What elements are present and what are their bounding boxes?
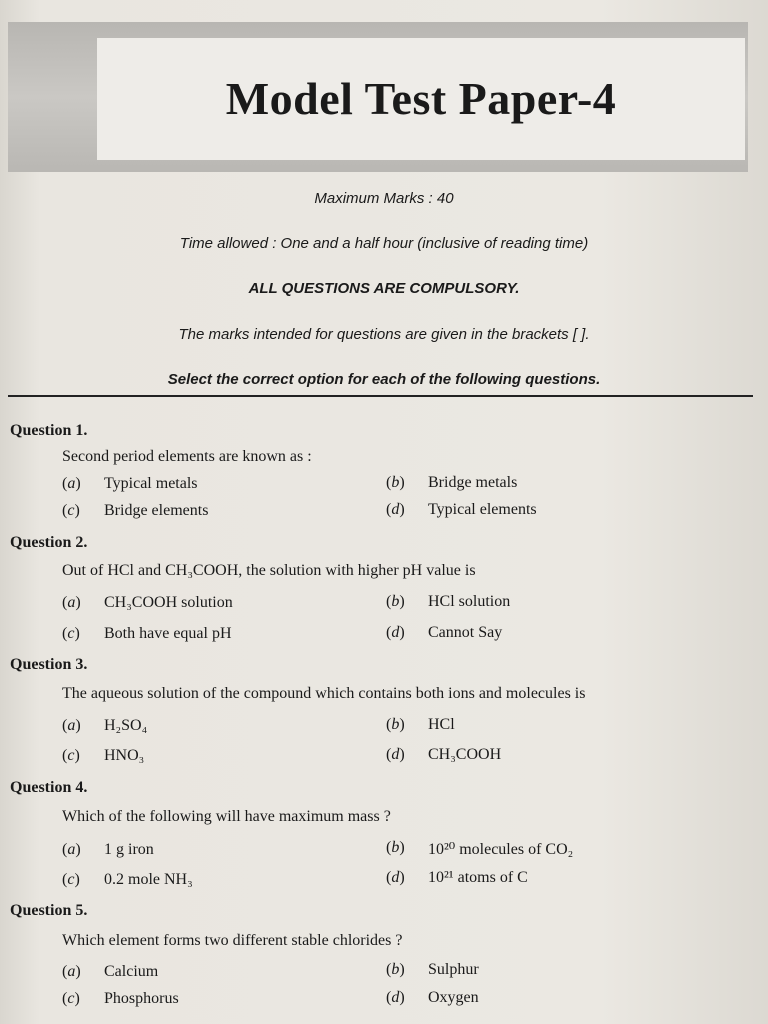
time-allowed: Time allowed : One and a half hour (inclusive of reading time) bbox=[179, 235, 589, 252]
question-label: Question 2. bbox=[10, 534, 88, 551]
question-label: Question 1. bbox=[10, 422, 88, 439]
option-d: (d) 10²¹ atoms of C bbox=[386, 869, 528, 886]
question-stem: The aqueous solution of the compound which contains both ions and molecules is bbox=[62, 685, 586, 702]
question-stem: Which of the following will have maximum mass ? bbox=[62, 808, 391, 825]
option-d: (d) CH₃COOH bbox=[386, 746, 502, 763]
option-c: (c) Bridge elements bbox=[62, 502, 209, 519]
option-a: (a) CH₃COOH solution bbox=[62, 594, 233, 611]
option-d: (d) Cannot Say bbox=[386, 624, 503, 641]
question-label: Question 3. bbox=[10, 656, 88, 673]
option-a: (a) 1 g iron bbox=[62, 841, 154, 858]
maximum-marks: Maximum Marks : 40 bbox=[314, 190, 454, 207]
option-b: (b) 10²⁰ molecules of CO₂ bbox=[386, 839, 574, 858]
option-a: (a) Calcium bbox=[62, 963, 159, 980]
compulsory-notice: ALL QUESTIONS ARE COMPULSORY. bbox=[248, 280, 520, 297]
question-stem: Second period elements are known as : bbox=[62, 448, 312, 465]
option-d: (d) Oxygen bbox=[386, 989, 479, 1006]
option-b: (b) HCl bbox=[386, 716, 455, 733]
option-b: (b) Bridge metals bbox=[386, 474, 518, 491]
option-b: (b) Sulphur bbox=[386, 961, 479, 978]
option-b: (b) HCl solution bbox=[386, 593, 511, 610]
divider bbox=[8, 395, 753, 397]
page-title: Model Test Paper-4 bbox=[225, 73, 617, 124]
option-c: (c) Phosphorus bbox=[62, 990, 179, 1007]
option-c: (c) Both have equal pH bbox=[62, 625, 232, 642]
option-c: (c) 0.2 mole NH₃ bbox=[62, 871, 193, 888]
option-d: (d) Typical elements bbox=[386, 501, 537, 518]
option-a: (a) Typical metals bbox=[62, 475, 198, 492]
question-label: Question 5. bbox=[10, 902, 88, 919]
marks-note: The marks intended for questions are given in the brackets [ ]. bbox=[178, 326, 590, 343]
instruction: Select the correct option for each of the following questions. bbox=[167, 371, 601, 388]
option-a: (a) H₂SO₄ bbox=[62, 717, 148, 734]
question-stem: Which element forms two different stable chlorides ? bbox=[62, 932, 403, 949]
question-stem: Out of HCl and CH₃COOH, the solution with higher pH value is bbox=[62, 562, 476, 579]
title-box bbox=[97, 38, 745, 160]
question-label: Question 4. bbox=[10, 779, 88, 796]
option-c: (c) HNO₃ bbox=[62, 747, 145, 764]
